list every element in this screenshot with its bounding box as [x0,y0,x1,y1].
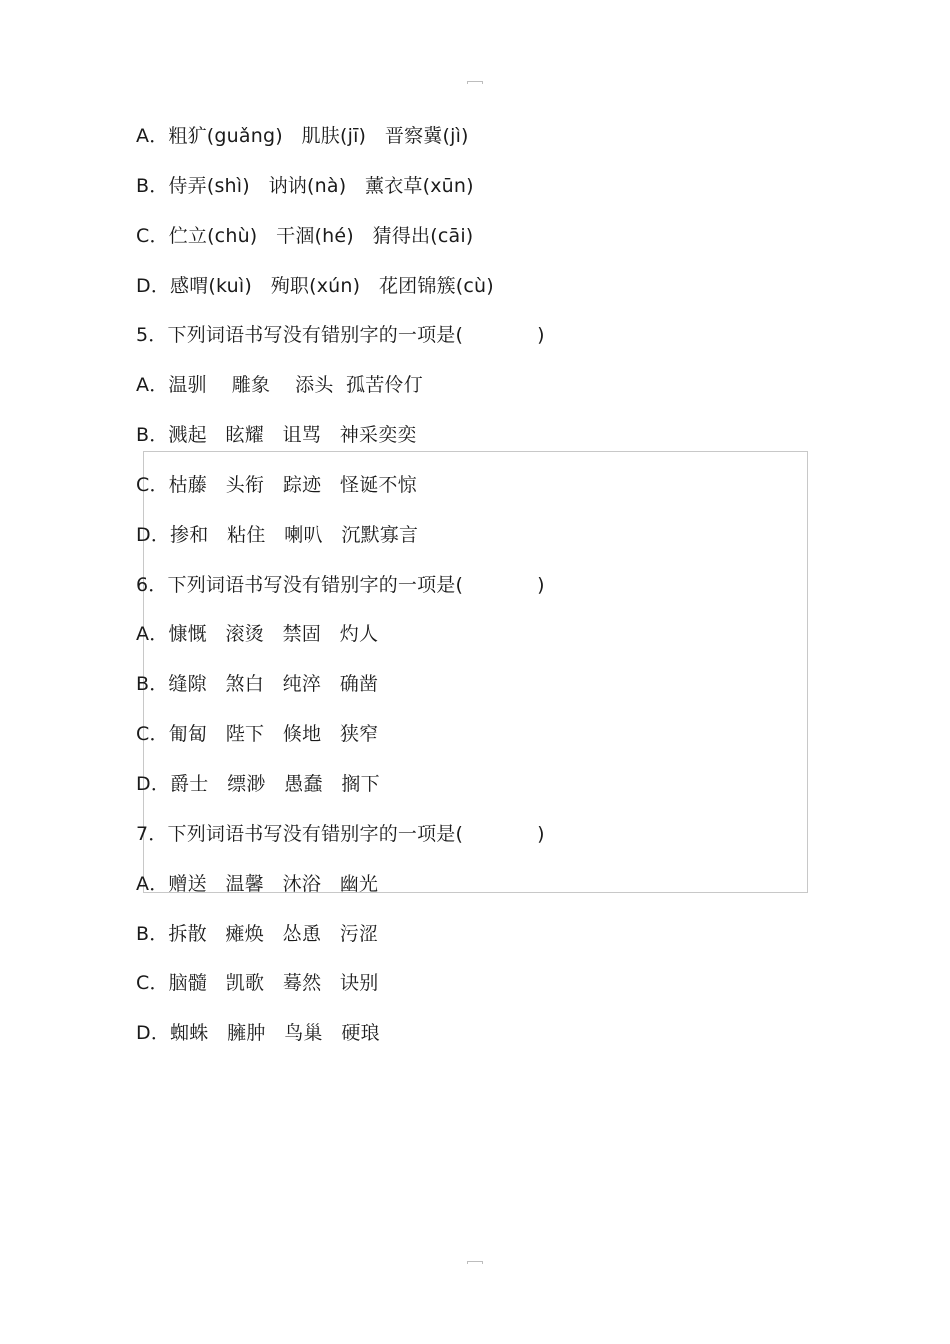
line-text: C．匍匐 陛下 倏地 狭窄 [136,723,379,746]
option-d-pinyin [136,268,836,318]
line-text: A．粗犷(guǎng) 肌肤(jī) 晋察冀(jì) [136,125,469,147]
question-text: 5．下列词语书写没有错别字的一项是( [136,324,464,347]
line-text: B．侍弄(shì) 讷讷(nà) 薰衣草(xūn) [136,174,474,197]
question-close-paren: ) [537,324,545,347]
line-text: B．溅起 眩耀 诅骂 神采奕奕 [136,424,417,447]
question-5 [136,317,836,367]
line-text: C．枯藤 头衔 踪迹 怪诞不惊 [136,473,417,496]
line-text: C．脑髓 凯歌 蓦然 诀别 [136,972,379,995]
line-text: D．感喟(kuì) 殉职(xún) 花团锦簇(cù) [136,274,494,297]
question-5-option-b [136,417,836,467]
question-5-option-d [136,517,836,567]
line-text: C．伫立(chù) 干涸(hé) 猜得出(cāi) [136,224,474,247]
line-text: B．缝隙 煞白 纯淬 确凿 [136,673,379,696]
line-text: B．拆散 瘫焕 怂恿 污涩 [136,922,379,945]
question-6-option-b [136,666,836,716]
line-text: D．爵士 缥渺 愚蠢 搁下 [136,772,380,795]
question-text: 6．下列词语书写没有错别字的一项是( [136,573,464,596]
option-a-pinyin [136,118,836,168]
question-6-option-d [136,766,836,816]
page-header-mark [467,81,483,84]
option-b-pinyin [136,168,836,218]
line-text: D．蜘蛛 臃肿 鸟巢 硬琅 [136,1022,380,1045]
line-text: D．掺和 粘住 喇叭 沉默寡言 [136,523,419,546]
question-5-option-a [136,367,836,417]
question-7-option-b [136,916,836,966]
question-text: 7．下列词语书写没有错别字的一项是( [136,822,464,845]
document-body [136,118,836,1065]
page-footer-mark [467,1261,483,1264]
question-6 [136,567,836,617]
option-c-pinyin [136,218,836,268]
line-text: A．温驯 雕象 添头 孤苦伶仃 [136,374,423,397]
question-5-option-c [136,467,836,517]
question-7 [136,816,836,866]
question-7-option-c [136,965,836,1015]
question-6-option-a [136,616,836,666]
question-6-option-c [136,716,836,766]
question-close-paren: ) [537,822,545,845]
line-text: A．慷慨 滚烫 禁固 灼人 [136,623,379,646]
question-close-paren: ) [537,573,545,596]
line-text: A．赠送 温馨 沐浴 幽光 [136,872,379,895]
question-7-option-d [136,1015,836,1065]
question-7-option-a [136,866,836,916]
